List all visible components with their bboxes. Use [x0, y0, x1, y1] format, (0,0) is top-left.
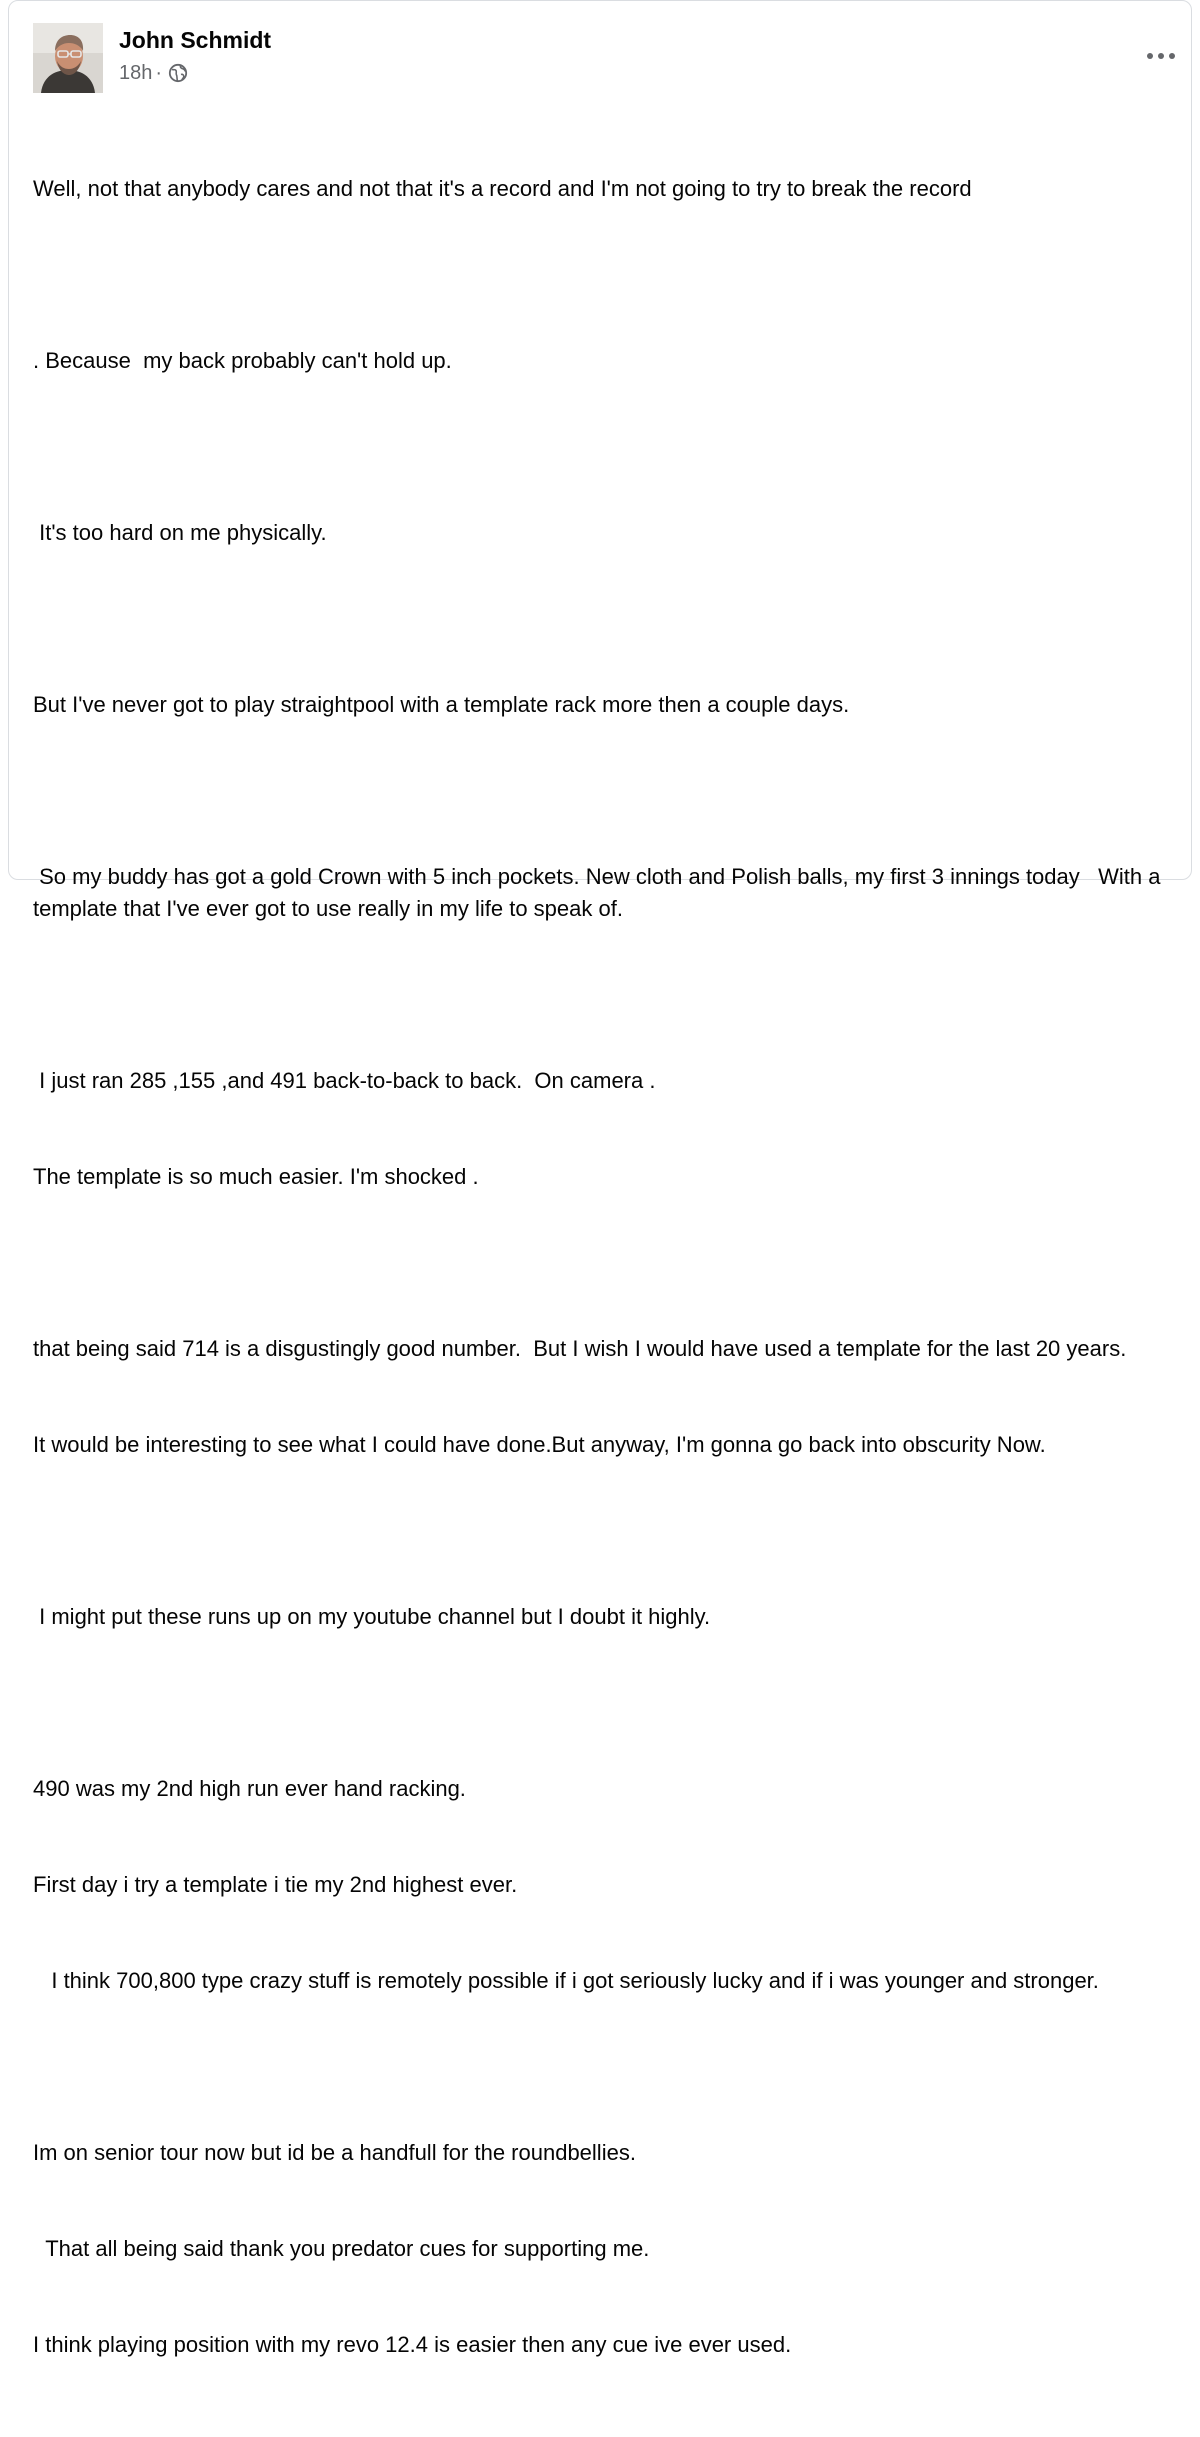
more-options-icon: [1145, 52, 1177, 60]
post-line: The template is so much easier. I'm shocked .: [33, 1164, 479, 1189]
post-paragraph: [33, 281, 1173, 441]
globe-icon[interactable]: [168, 63, 188, 83]
post-line: First day i try a template i tie my 2nd highest ever.: [33, 1872, 518, 1897]
post-line: Well, not that anybody cares and not that it's a record and I'm not going to try to break the record: [33, 176, 972, 201]
post-card: [8, 0, 1192, 2357]
post-line: I might put these runs up on my youtube channel but I doubt it highly.: [33, 1604, 711, 1629]
post-paragraph: [33, 625, 1173, 785]
post-line: Im on senior tour now but id be a handfull for the roundbellies.: [33, 2140, 636, 2165]
post-paragraph: [33, 453, 1173, 613]
post-paragraph: [33, 1709, 1173, 2061]
post-paragraph: [33, 1537, 1173, 1697]
avatar[interactable]: [33, 23, 103, 93]
post-line: It would be interesting to see what I could have done.But anyway, I'm gonna go back into obscurity Now.: [33, 1432, 1046, 1457]
author-name[interactable]: John Schmidt: [119, 27, 272, 53]
post-line: I think 700,800 type crazy stuff is remotely possible if i got seriously lucky and if i was younger and stronger.: [33, 1968, 1099, 1993]
post-line: 490 was my 2nd high run ever hand racking.: [33, 1776, 466, 1801]
post-line: I just ran 285 ,155 ,and 491 back-to-back to back. On camera .: [33, 1068, 656, 1093]
post-header: [33, 23, 1185, 95]
post-line: That all being said thank you predator cues for supporting me.: [33, 2236, 650, 2261]
post-meta: [119, 60, 188, 86]
post-paragraph: [33, 1001, 1173, 1257]
avatar-image: [33, 23, 103, 93]
meta-separator: ·: [155, 61, 163, 84]
post-line: So my buddy has got a gold Crown with 5 inch pockets. New cloth and Polish balls, my first 3 innings today With a template that I've ever got to use really in my life to speak of.: [33, 864, 1167, 921]
post-line: It's too hard on me physically.: [33, 520, 327, 545]
post-line: . Because my back probably can't hold up.: [33, 348, 452, 373]
post-paragraph: [33, 797, 1173, 989]
post-body: [33, 109, 1173, 2437]
post-paragraph: [33, 1269, 1173, 1525]
post-timestamp[interactable]: 18h: [119, 61, 153, 84]
post-paragraph: [33, 2073, 1173, 2425]
post-paragraph: [33, 109, 1173, 269]
post-line: But I've never got to play straightpool with a template rack more then a couple days.: [33, 692, 850, 717]
post-line: that being said 714 is a disgustingly good number. But I wish I would have used a template for the last 20 years.: [33, 1336, 1127, 1361]
post-line: I think playing position with my revo 12.4 is easier then any cue ive ever used.: [33, 2332, 792, 2357]
more-options-button[interactable]: [1143, 43, 1179, 69]
